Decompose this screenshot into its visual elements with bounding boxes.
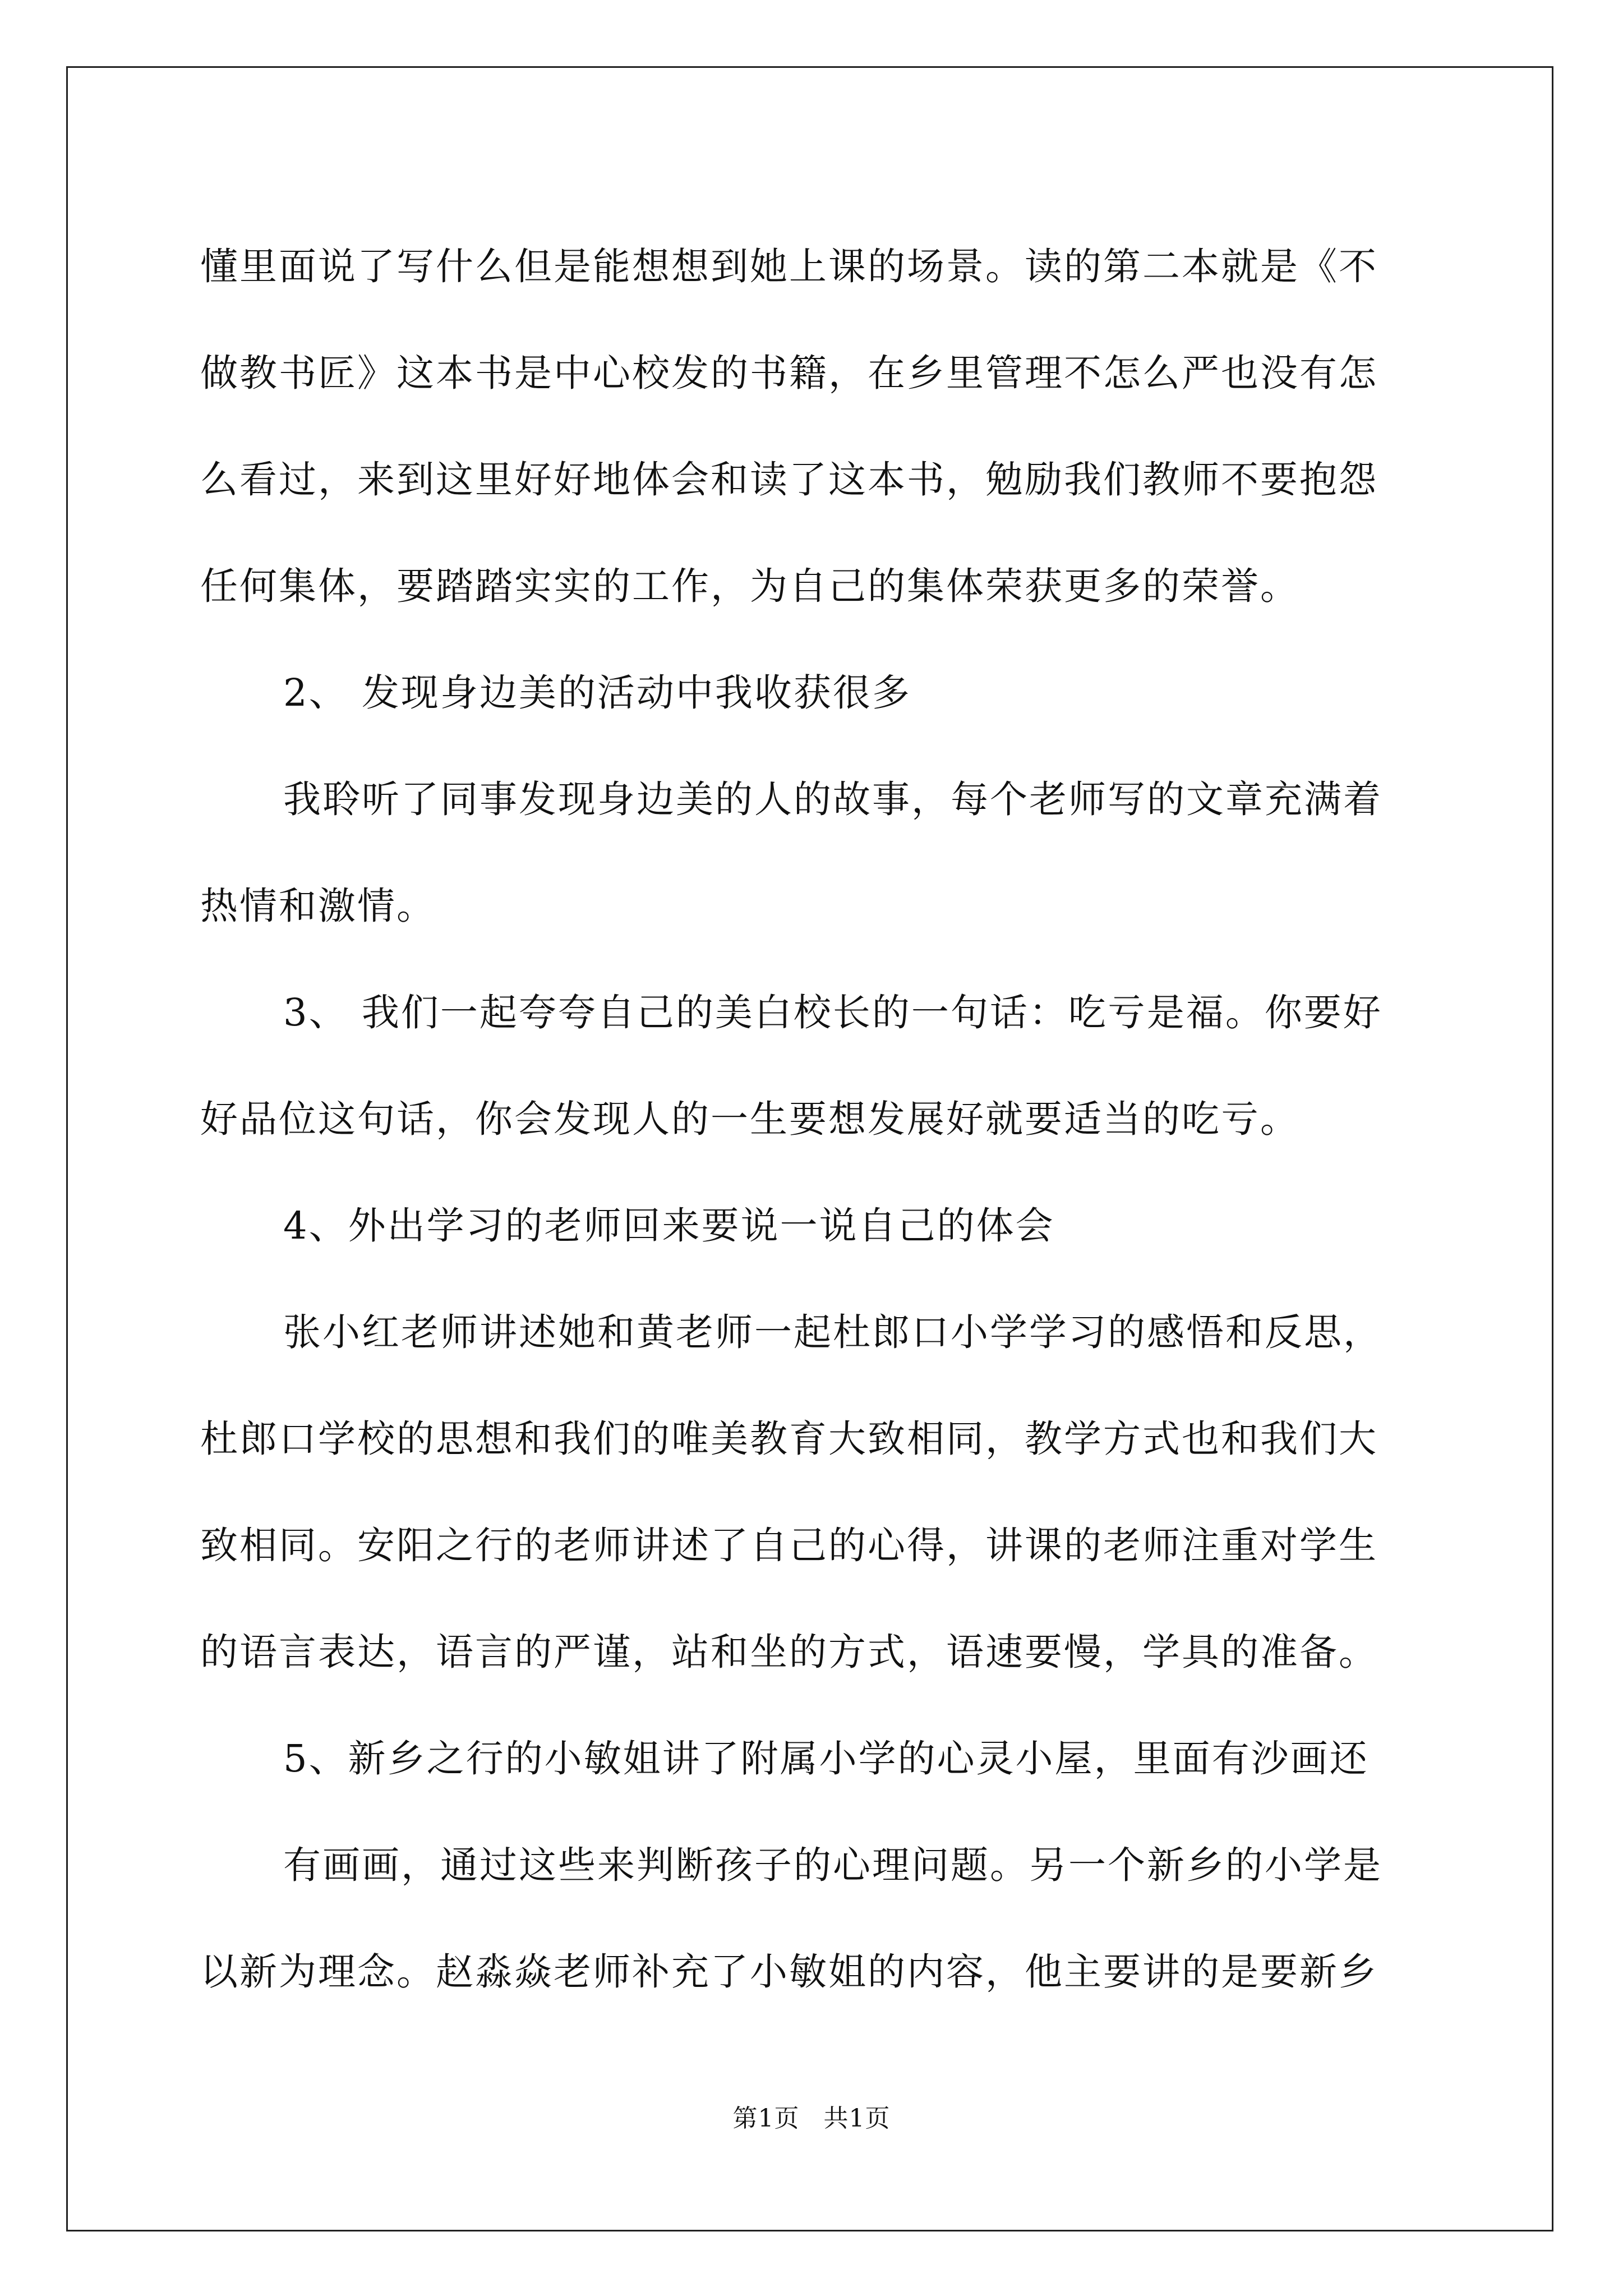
page-number-current: 第1页 bbox=[732, 2104, 800, 2133]
text-line: 致相同。安阳之行的老师讲述了自己的心得，讲课的老师注重对学生 bbox=[200, 1524, 1378, 1567]
text-line: 好品位这句话，你会发现人的一生要想发展好就要适当的吃亏。 bbox=[200, 1097, 1299, 1141]
text-line: 杜郎口学校的思想和我们的唯美教育大致相同，教学方式也和我们大 bbox=[200, 1417, 1378, 1461]
text-line: 懂里面说了写什么但是能想想到她上课的场景。读的第二本就是《不 bbox=[200, 245, 1378, 288]
section-heading-5: 5、新乡之行的小敏姐讲了附属小学的心灵小屋，里面有沙画还 bbox=[283, 1737, 1369, 1780]
text-line: 有画画，通过这些来判断孩子的心理问题。另一个新乡的小学是 bbox=[283, 1843, 1382, 1887]
text-line: 做教书匠》这本书是中心校发的书籍，在乡里管理不怎么严也没有怎 bbox=[200, 351, 1378, 395]
text-line: 任何集体，要踏踏实实的工作，为自己的集体荣获更多的荣誉。 bbox=[200, 564, 1299, 608]
section-heading-3: 3、 我们一起夸夸自己的美白校长的一句话：吃亏是福。你要好 bbox=[283, 991, 1382, 1034]
text-line: 张小红老师讲述她和黄老师一起杜郎口小学学习的感悟和反思， bbox=[283, 1310, 1382, 1354]
document-body bbox=[200, 213, 1434, 2025]
text-line: 我聆听了同事发现身边美的人的故事，每个老师写的文章充满着 bbox=[283, 777, 1382, 821]
text-line: 热情和激情。 bbox=[200, 884, 436, 928]
section-heading-4: 4、外出学习的老师回来要说一说自己的体会 bbox=[283, 1204, 1055, 1248]
page-number-total: 共1页 bbox=[823, 2104, 891, 2133]
section-heading-2: 2、 发现身边美的活动中我收获很多 bbox=[283, 671, 911, 715]
text-line: 以新为理念。赵淼焱老师补充了小敏姐的内容，他主要讲的是要新乡 bbox=[200, 1950, 1378, 1994]
text-line: 的语言表达，语言的严谨，站和坐的方式，语速要慢，学具的准备。 bbox=[200, 1630, 1378, 1674]
text-line: 么看过，来到这里好好地体会和读了这本书，勉励我们教师不要抱怨 bbox=[200, 458, 1378, 501]
page-footer bbox=[0, 2098, 1623, 2134]
